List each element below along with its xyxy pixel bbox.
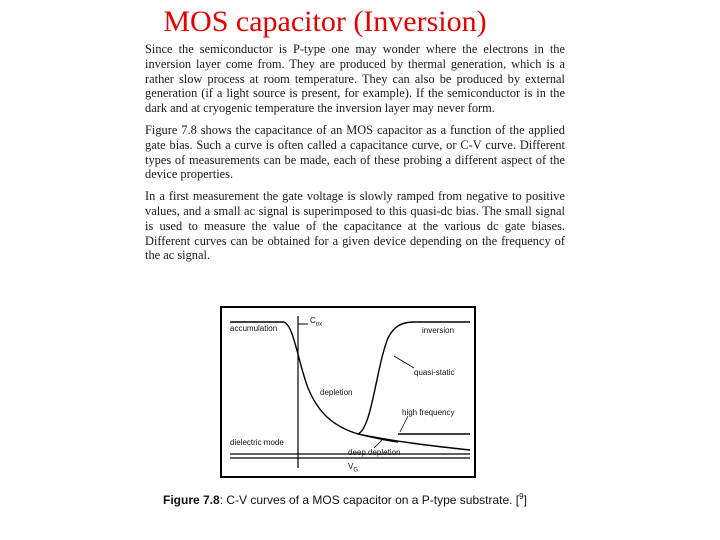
- paragraph-1: Since the semiconductor is P-type one may wonder where the electrons in the inversion layer come from. They are produced by thermal generation, which is a rather slow process at room temperature. They can also be produced by external generation (if a light source is present, for example). If the semiconductor is in the dark and at cryogenic temperature the inversion layer may never form.: [145, 42, 565, 116]
- caption-end: ]: [523, 493, 527, 507]
- depletion-label: depletion: [320, 388, 353, 397]
- dielectric-mode-label: dielectric mode: [230, 438, 284, 447]
- vg-text: V: [348, 462, 354, 471]
- slide-title: MOS capacitor (Inversion): [163, 5, 487, 38]
- caption-text: : C-V curves of a MOS capacitor on a P-type substrate. [: [219, 493, 520, 507]
- paragraph-3: In a first measurement the gate voltage is slowly ramped from negative to positive values, and a small ac signal is superimposed to this quasi-dc bias. The small signal is used to measure the value of the capacitance at the various dc gate biases. Different curves can be obtained for a given device depending on the frequency of the ac signal.: [145, 189, 565, 263]
- cv-curve-figure: [220, 306, 476, 478]
- vg-subscript: G: [353, 467, 359, 474]
- cox-text: C: [310, 316, 316, 325]
- inversion-label: inversion: [422, 326, 455, 335]
- accumulation-depletion-curve: [230, 322, 398, 442]
- body-text: [145, 42, 565, 270]
- cox-label: [310, 316, 322, 330]
- figure-caption: [163, 492, 563, 507]
- cox-subscript: ox: [315, 321, 323, 328]
- accumulation-label: accumulation: [230, 324, 278, 333]
- quasi-static-label: quasi-static: [414, 368, 455, 377]
- quasi-static-pointer: [394, 356, 414, 368]
- deep-depletion-label: deep depletion: [348, 448, 401, 457]
- caption-label: Figure 7.8: [163, 493, 220, 507]
- paragraph-2: Figure 7.8 shows the capacitance of an MOS capacitor as a function of the applied gate bias. Such a curve is often called a capacitance curve, or C-V curve. Different types of measurements can be made, each of these probing a different aspect of the device properties.: [145, 122, 565, 182]
- high-frequency-pointer: [400, 416, 408, 432]
- deep-depletion-pointer: [374, 440, 382, 448]
- high-frequency-label: high frequency: [402, 408, 455, 417]
- vg-label: [348, 462, 358, 476]
- caption-reference: 9: [519, 492, 524, 501]
